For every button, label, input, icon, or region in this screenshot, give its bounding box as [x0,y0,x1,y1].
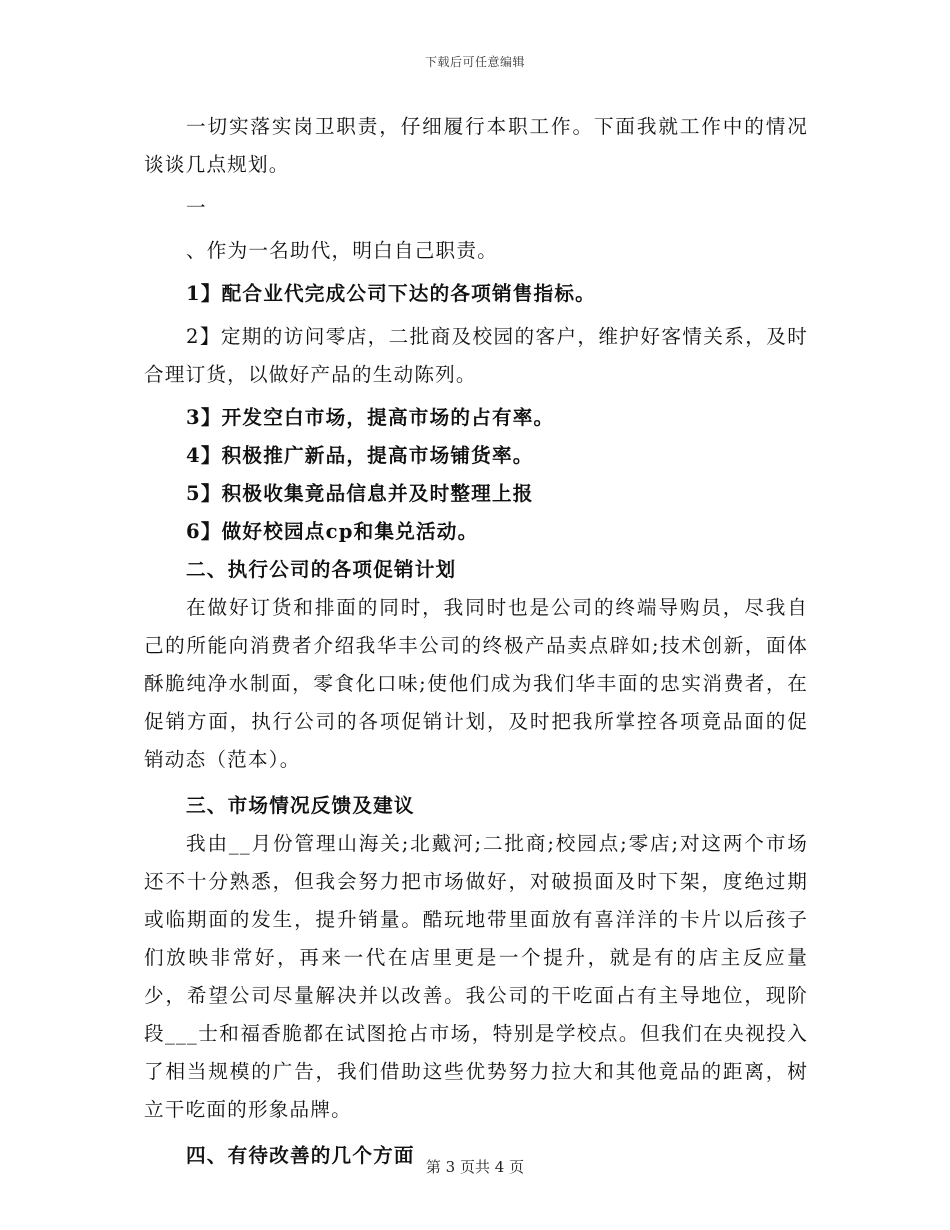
section-heading-3: 三、市场情况反馈及建议 [186,794,415,817]
section-heading-4: 四、有待改善的几个方面 [186,1144,415,1167]
section-heading-2: 二、执行公司的各项促销计划 [186,558,457,581]
list-item-2: 2】定期的访问零店，二批商及校园的客户，维护好客情关系，及时合理订货，以做好产品的生动陈列。 [144,325,808,386]
paragraph-promotion: 在做好订货和排面的同时，我同时也是公司的终端导购员，尽我自己的所能向消费者介绍我华丰公司的终极产品卖点辟如;技术创新，面体酥脆纯净水制面，零食化口味;使他们成为我们华丰面的忠实消费者，在促销方面，执行公司的各项促销计划，及时把我所掌控各项竟品面的促销动态（范本）。 [144,596,808,771]
paragraph-intro: 一切实落实岗卫职责，仔细履行本职工作。下面我就工作中的情况谈谈几点规划。 [144,115,808,176]
list-item-6: 6】做好校园点cp和集兑活动。 [186,520,479,543]
page-header: 下载后可任意编辑 [424,55,525,69]
paragraph-role: 、作为一名助代，明白自己职责。 [186,239,498,262]
page-footer: 第 3 页共 4 页 [425,1158,525,1176]
list-item-1: 1】配合业代完成公司下达的各项销售指标。 [186,282,596,305]
list-item-3: 3】开发空白市场，提高市场的占有率。 [186,406,555,429]
paragraph-market: 我由__月份管理山海关;北戴河;二批商;校园点;零店;对这两个市场还不十分熟悉，但我会努力把市场做好，对破损面及时下架，度绝过期或临期面的发生，提升销量。酷玩地带里面放有喜洋洋的卡片以后孩子们放映非常好，再来一代在店里更是一个提升，就是有的店主反应量少，希望公司尽量解决并以改善。我公司的干吃面占有主导地位，现阶段___士和福香脆都在试图抢占市场，特别是学校点。但我们在央视投入了相当规模的广告，我们借助这些优势努力拉大和其他竟品的距离，树立干吃面的形象品牌。 [144,832,808,1121]
document-body [144,108,808,1175]
list-item-4: 4】积极推广新品，提高市场铺货率。 [186,444,534,467]
list-item-5: 5】积极收集竟品信息并及时整理上报 [186,482,534,505]
paragraph-numeral: 一 [186,196,207,219]
